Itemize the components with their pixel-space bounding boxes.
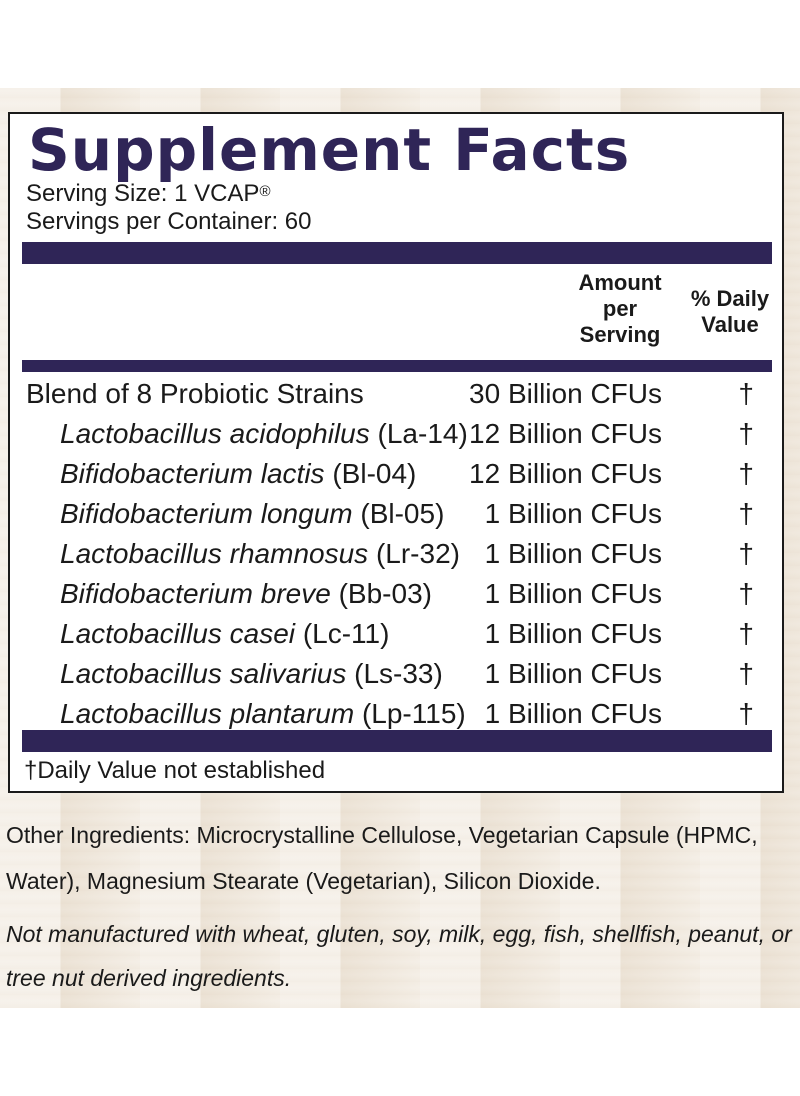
nutrient-name bbox=[60, 614, 389, 654]
strain-name: Lactobacillus casei bbox=[60, 618, 296, 649]
dagger-mark: † bbox=[738, 498, 754, 529]
header-amount-line: Serving bbox=[579, 322, 661, 347]
strain-name: Bifidobacterium longum bbox=[60, 498, 353, 529]
label-title: Supplement Facts bbox=[28, 116, 631, 184]
dagger-mark: † bbox=[738, 538, 754, 569]
nutrient-name bbox=[60, 534, 460, 574]
header-amount-line: per bbox=[602, 296, 638, 321]
header-amount-per-serving bbox=[562, 270, 678, 348]
strain-name: Lactobacillus acidophilus bbox=[60, 418, 370, 449]
strain-code: (La-14) bbox=[377, 418, 468, 449]
nutrient-amount: 1 Billion CFUs bbox=[484, 658, 662, 689]
top-divider-bar bbox=[22, 242, 772, 264]
strain-code: (Ls-33) bbox=[354, 658, 443, 689]
nutrient-amount: 1 Billion CFUs bbox=[484, 578, 662, 609]
header-dv-line: % Daily bbox=[690, 286, 770, 311]
dagger-mark: † bbox=[738, 578, 754, 609]
header-dv-line: Value bbox=[701, 312, 759, 337]
strain-name: Lactobacillus rhamnosus bbox=[60, 538, 369, 569]
nutrient-name bbox=[60, 494, 444, 534]
strain-code: (Lp-115) bbox=[361, 698, 466, 729]
nutrient-name bbox=[60, 574, 432, 614]
strain-code: (Lc-11) bbox=[302, 618, 390, 649]
strain-name: Lactobacillus salivarius bbox=[60, 658, 347, 689]
strain-name: Lactobacillus plantarum bbox=[60, 698, 355, 729]
daily-value-footnote: †Daily Value not established bbox=[24, 757, 326, 784]
nutrient-row-blend bbox=[10, 374, 782, 414]
nutrient-name bbox=[60, 454, 416, 494]
nutrient-amount: 1 Billion CFUs bbox=[484, 498, 662, 529]
nutrient-amount: 12 Billion CFUs bbox=[469, 458, 662, 489]
serving-size-text: Serving Size: 1 VCAP bbox=[26, 180, 260, 207]
dagger-mark: † bbox=[738, 618, 754, 649]
header-daily-value bbox=[680, 286, 780, 338]
other-ingredients: Other Ingredients: Microcrystalline Cellulose, Vegetarian Capsule (HPMC, Water), Magnesium Stearate (Vegetarian), Silicon Dioxide. bbox=[6, 822, 758, 894]
nutrient-row bbox=[10, 534, 782, 574]
nutrient-row bbox=[10, 494, 782, 534]
serving-size bbox=[26, 180, 271, 208]
nutrient-amount: 12 Billion CFUs bbox=[469, 418, 662, 449]
dagger-mark: † bbox=[738, 658, 754, 689]
supplement-facts-panel bbox=[8, 112, 784, 793]
nutrient-amount: 1 Billion CFUs bbox=[484, 538, 662, 569]
strain-name: Bifidobacterium lactis bbox=[60, 458, 325, 489]
servings-per-container: Servings per Container: 60 bbox=[26, 208, 312, 235]
nutrient-amount: 30 Billion CFUs bbox=[469, 378, 662, 409]
nutrient-name bbox=[60, 654, 443, 694]
strain-code: (Bb-03) bbox=[338, 578, 432, 609]
nutrient-name-text: Blend of 8 Probiotic Strains bbox=[26, 378, 364, 409]
strain-code: (Bl-04) bbox=[332, 458, 417, 489]
nutrient-name bbox=[60, 414, 468, 454]
nutrient-amount: 1 Billion CFUs bbox=[484, 618, 662, 649]
nutrient-row bbox=[10, 574, 782, 614]
nutrient-name bbox=[26, 374, 364, 414]
bottom-divider-bar bbox=[22, 730, 772, 752]
header-divider-bar bbox=[22, 360, 772, 372]
header-amount-line: Amount bbox=[578, 270, 662, 295]
dagger-mark: † bbox=[738, 458, 754, 489]
dagger-mark: † bbox=[738, 378, 754, 409]
dagger-mark: † bbox=[738, 698, 754, 729]
nutrient-name bbox=[60, 694, 466, 734]
strain-code: (Bl-05) bbox=[360, 498, 445, 529]
nutrient-row bbox=[10, 414, 782, 454]
nutrient-row bbox=[10, 614, 782, 654]
nutrient-amount: 1 Billion CFUs bbox=[484, 698, 662, 729]
allergen-statement: Not manufactured with wheat, gluten, soy, milk, egg, fish, shellfish, peanut, or tree nut derived ingredients. bbox=[6, 921, 792, 991]
strain-code: (Lr-32) bbox=[375, 538, 460, 569]
nutrient-row bbox=[10, 454, 782, 494]
nutrient-row bbox=[10, 654, 782, 694]
registered-mark: ® bbox=[259, 183, 271, 200]
nutrient-row bbox=[10, 694, 782, 734]
strain-name: Bifidobacterium breve bbox=[60, 578, 331, 609]
dagger-mark: † bbox=[738, 418, 754, 449]
